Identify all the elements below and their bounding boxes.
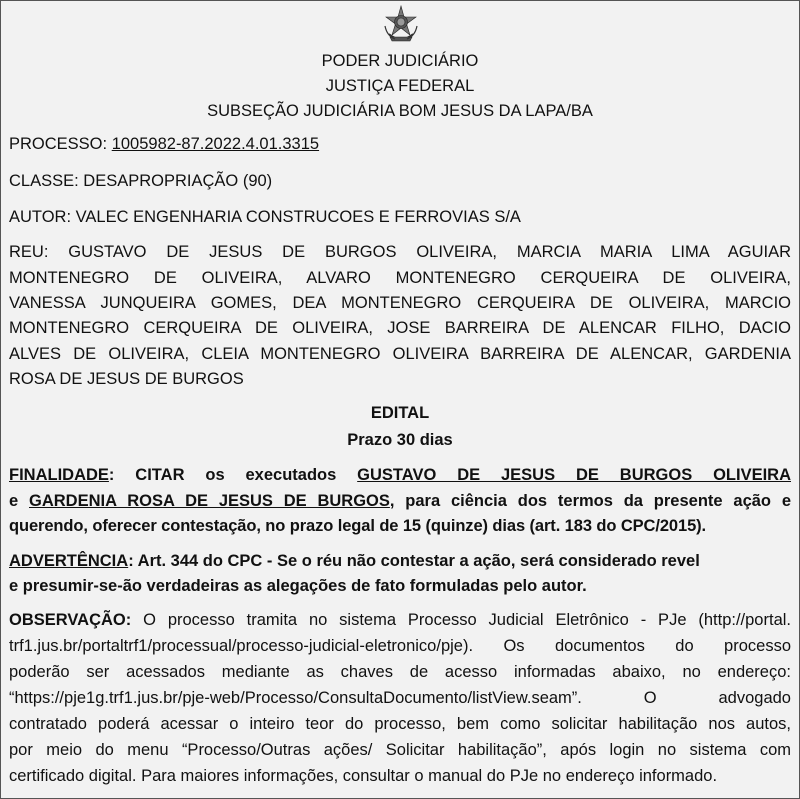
processo-field — [9, 132, 791, 158]
observacao-label: OBSERVAÇÃO: — [9, 611, 132, 629]
classe-field: CLASSE: DESAPROPRIAÇÃO (90) — [9, 172, 273, 190]
header-line-3: SUBSEÇÃO JUDICIÁRIA BOM JESUS DA LAPA/BA — [207, 102, 593, 120]
header-line-1: PODER JUDICIÁRIO — [321, 52, 479, 70]
reu-line: REU: GUSTAVO DE JESUS DE BURGOS OLIVEIRA, MARCIA MARIA LIMA AGUIAR — [9, 243, 791, 261]
observacao-line: contratado poderá acessar o inteiro teor do processo, bem como solicitar habilitação nos autos, — [9, 715, 791, 733]
edital-title: EDITAL — [370, 404, 430, 422]
observacao-line: por meio do menu “Processo/Outras ações/ Solicitar habilitação”, após login no sistema com — [9, 741, 791, 759]
observacao-line: trf1.jus.br/portaltrf1/processual/processo-judicial-eletronico/pje). Os documentos do processo — [9, 637, 791, 655]
observacao-line: OBSERVAÇÃO: O processo tramita no sistema Processo Judicial Eletrônico - PJe (http://portal. — [9, 611, 791, 629]
reu-line: ALVES DE OLIVEIRA, CLEIA MONTENEGRO OLIVEIRA BARREIRA DE ALENCAR, GARDENIA — [9, 345, 791, 363]
finalidade-line-1: FINALIDADE: CITAR os executados GUSTAVO DE JESUS DE BURGOS OLIVEIRA — [9, 466, 791, 484]
brazil-coat-of-arms-icon — [381, 4, 421, 44]
advertencia-label: ADVERTÊNCIA — [9, 552, 129, 570]
observacao-line: poderão ser acessados mediante as chaves de acesso informadas abaixo, no endereço: — [9, 663, 791, 681]
processo-label: PROCESSO: — [9, 135, 112, 153]
reu-line: MONTENEGRO CERQUEIRA DE OLIVEIRA, JOSE BARREIRA DE ALENCAR FILHO, DACIO — [9, 319, 791, 337]
executado-name-1: GUSTAVO DE JESUS DE BURGOS OLIVEIRA — [357, 466, 791, 484]
reu-line: MONTENEGRO DE OLIVEIRA, ALVARO MONTENEGRO CERQUEIRA DE OLIVEIRA, — [9, 269, 791, 287]
autor-field: AUTOR: VALEC ENGENHARIA CONSTRUCOES E FERROVIAS S/A — [9, 208, 521, 226]
observacao-section — [9, 607, 791, 789]
header-line-2: JUSTIÇA FEDERAL — [325, 77, 475, 95]
advertencia-line-2: e presumir-se-ão verdadeiras as alegações de fato formuladas pelo autor. — [9, 577, 587, 595]
reu-line: ROSA DE JESUS DE BURGOS — [9, 370, 244, 388]
finalidade-label: FINALIDADE — [9, 466, 109, 484]
advertencia-line-1: ADVERTÊNCIA: Art. 344 do CPC - Se o réu não contestar a ação, será considerado revel — [9, 552, 700, 570]
processo-number: 1005982-87.2022.4.01.3315 — [111, 135, 320, 153]
finalidade-line-2: e GARDENIA ROSA DE JESUS DE BURGOS, para ciência dos termos da presente ação e — [9, 492, 791, 510]
court-header — [1, 49, 799, 124]
reu-line: VANESSA JUNQUEIRA GOMES, DEA MONTENEGRO CERQUEIRA DE OLIVEIRA, MARCIO — [9, 294, 791, 312]
finalidade-line-3: querendo, oferecer contestação, no prazo legal de 15 (quinze) dias (art. 183 do CPC/2015). — [9, 517, 707, 535]
observacao-line: certificado digital. Para maiores informações, consultar o manual do PJe no endereço informado. — [9, 767, 718, 785]
observacao-line: “https://pje1g.trf1.jus.br/pje-web/Processo/ConsultaDocumento/listView.seam”. O advogado — [9, 689, 791, 707]
executado-name-2: GARDENIA ROSA DE JESUS DE BURGOS — [29, 492, 390, 510]
edital-prazo: Prazo 30 dias — [347, 431, 453, 449]
